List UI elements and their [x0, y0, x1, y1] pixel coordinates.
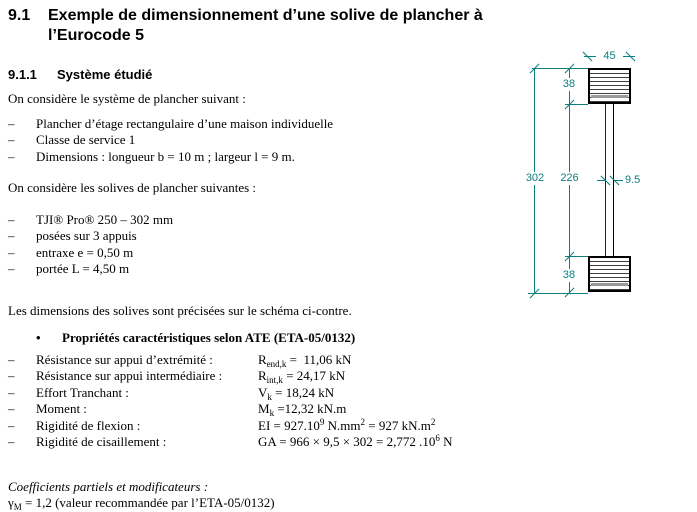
- list-item-text: TJI® Pro® 250 – 302 mm: [36, 211, 174, 227]
- list-item-text: portée L = 4,50 m: [36, 261, 130, 276]
- intro-paragraph-2: On considère les solives de plancher suivantes :: [8, 180, 257, 195]
- dash-bullet: –: [8, 417, 15, 433]
- bulleted-list-joists: [8, 212, 538, 278]
- dim-label-flange-width: 45: [596, 50, 623, 63]
- dash-bullet: –: [8, 115, 15, 131]
- section-heading: [8, 6, 538, 46]
- dash-bullet: –: [8, 261, 15, 276]
- list-item: [8, 245, 538, 262]
- property-row: [8, 368, 538, 385]
- property-row: [8, 352, 538, 369]
- dash-bullet: –: [8, 148, 15, 164]
- subsection-number: 9.1.1: [8, 67, 37, 82]
- dash-bullet: –: [8, 244, 15, 260]
- properties-heading: [8, 330, 538, 347]
- list-item-text: Classe de service 1: [36, 132, 136, 147]
- round-bullet: •: [36, 330, 41, 345]
- dash-bullet: –: [8, 434, 15, 449]
- dim-label-total-height: 302: [522, 172, 548, 185]
- dim-label-web-height: 226: [556, 172, 583, 185]
- dash-bullet: –: [8, 211, 15, 227]
- list-item: [8, 261, 538, 278]
- property-label: Résistance sur appui d’extrémité :: [36, 351, 213, 367]
- section-number: 9.1: [8, 7, 31, 24]
- bulleted-list-floor: [8, 116, 538, 166]
- list-item-text: Plancher d’étage rectangulaire d’une maison individuelle: [36, 115, 334, 131]
- list-item-text: Dimensions : longueur b = 10 m ; largeur l = 9 m.: [36, 148, 295, 164]
- property-value: $M_k =12,32$ kN.m: [258, 401, 347, 418]
- list-item: [8, 132, 538, 149]
- subsection-heading: [8, 66, 538, 83]
- property-label: Résistance sur appui intermédiaire :: [36, 368, 223, 383]
- property-value: GA = 966 × 9,5 × 302 = 2,772 $.10^6$ N: [258, 433, 453, 449]
- property-row: [8, 401, 538, 418]
- top-flange: [588, 68, 631, 104]
- extension-line-top: [532, 68, 588, 69]
- dash-bullet: –: [8, 368, 15, 383]
- property-label: Rigidité de flexion :: [36, 417, 141, 433]
- property-value: $V_k = 18,24$ kN: [258, 384, 335, 402]
- property-value: $R_{end,k} = 11,06$ kN: [258, 351, 352, 369]
- text-column: [8, 6, 538, 512]
- property-row: [8, 385, 538, 402]
- property-row: [8, 434, 538, 451]
- list-item-text: posées sur 3 appuis: [36, 228, 137, 243]
- list-item: [8, 149, 538, 166]
- property-value: EI = $927.10^9$ $N.mm^2 = 927$ $kN.m^2$: [258, 416, 436, 433]
- property-label: Moment :: [36, 401, 87, 416]
- property-label: Effort Tranchant :: [36, 384, 129, 400]
- dim-label-web-thickness: 9.5: [625, 174, 647, 187]
- dash-bullet: –: [8, 132, 15, 147]
- subsection-title: Système étudié: [57, 67, 153, 82]
- intro-paragraph-1: On considère le système de plancher suivant :: [8, 91, 246, 106]
- properties-heading-text: Propriétés caractéristiques selon ATE (ETA-05/0132): [62, 330, 356, 345]
- property-label: Rigidité de cisaillement :: [36, 434, 167, 449]
- dim-label-flange-height-bottom: 38: [556, 269, 582, 282]
- note-paragraph: Les dimensions des solives sont précisées sur le schéma ci-contre.: [8, 302, 352, 318]
- bottom-flange: [588, 256, 631, 292]
- property-value: $R_{int,k} = 24,17$ kN: [258, 368, 346, 385]
- list-item: [8, 212, 538, 229]
- dash-bullet: –: [8, 384, 15, 400]
- list-item-text: entraxe e = 0,50 m: [36, 244, 134, 260]
- property-row: [8, 418, 538, 435]
- list-item: [8, 116, 538, 133]
- dim-label-flange-height-top: 38: [556, 78, 582, 91]
- joist-cross-section-diagram: [520, 40, 695, 305]
- dash-bullet: –: [8, 351, 15, 367]
- properties-list: [8, 352, 538, 451]
- gamma-line: $\gamma_M = 1,2$ (valeur recommandée par l’ETA-05/0132): [8, 495, 275, 512]
- coefficients-heading: Coefficients partiels et modificateurs :: [8, 478, 209, 494]
- dash-bullet: –: [8, 228, 15, 243]
- list-item: [8, 228, 538, 245]
- section-title: Exemple de dimensionnement d’une solive de plancher à l’Eurocode 5: [48, 7, 483, 44]
- extension-line-bottom: [528, 293, 588, 294]
- dash-bullet: –: [8, 401, 15, 416]
